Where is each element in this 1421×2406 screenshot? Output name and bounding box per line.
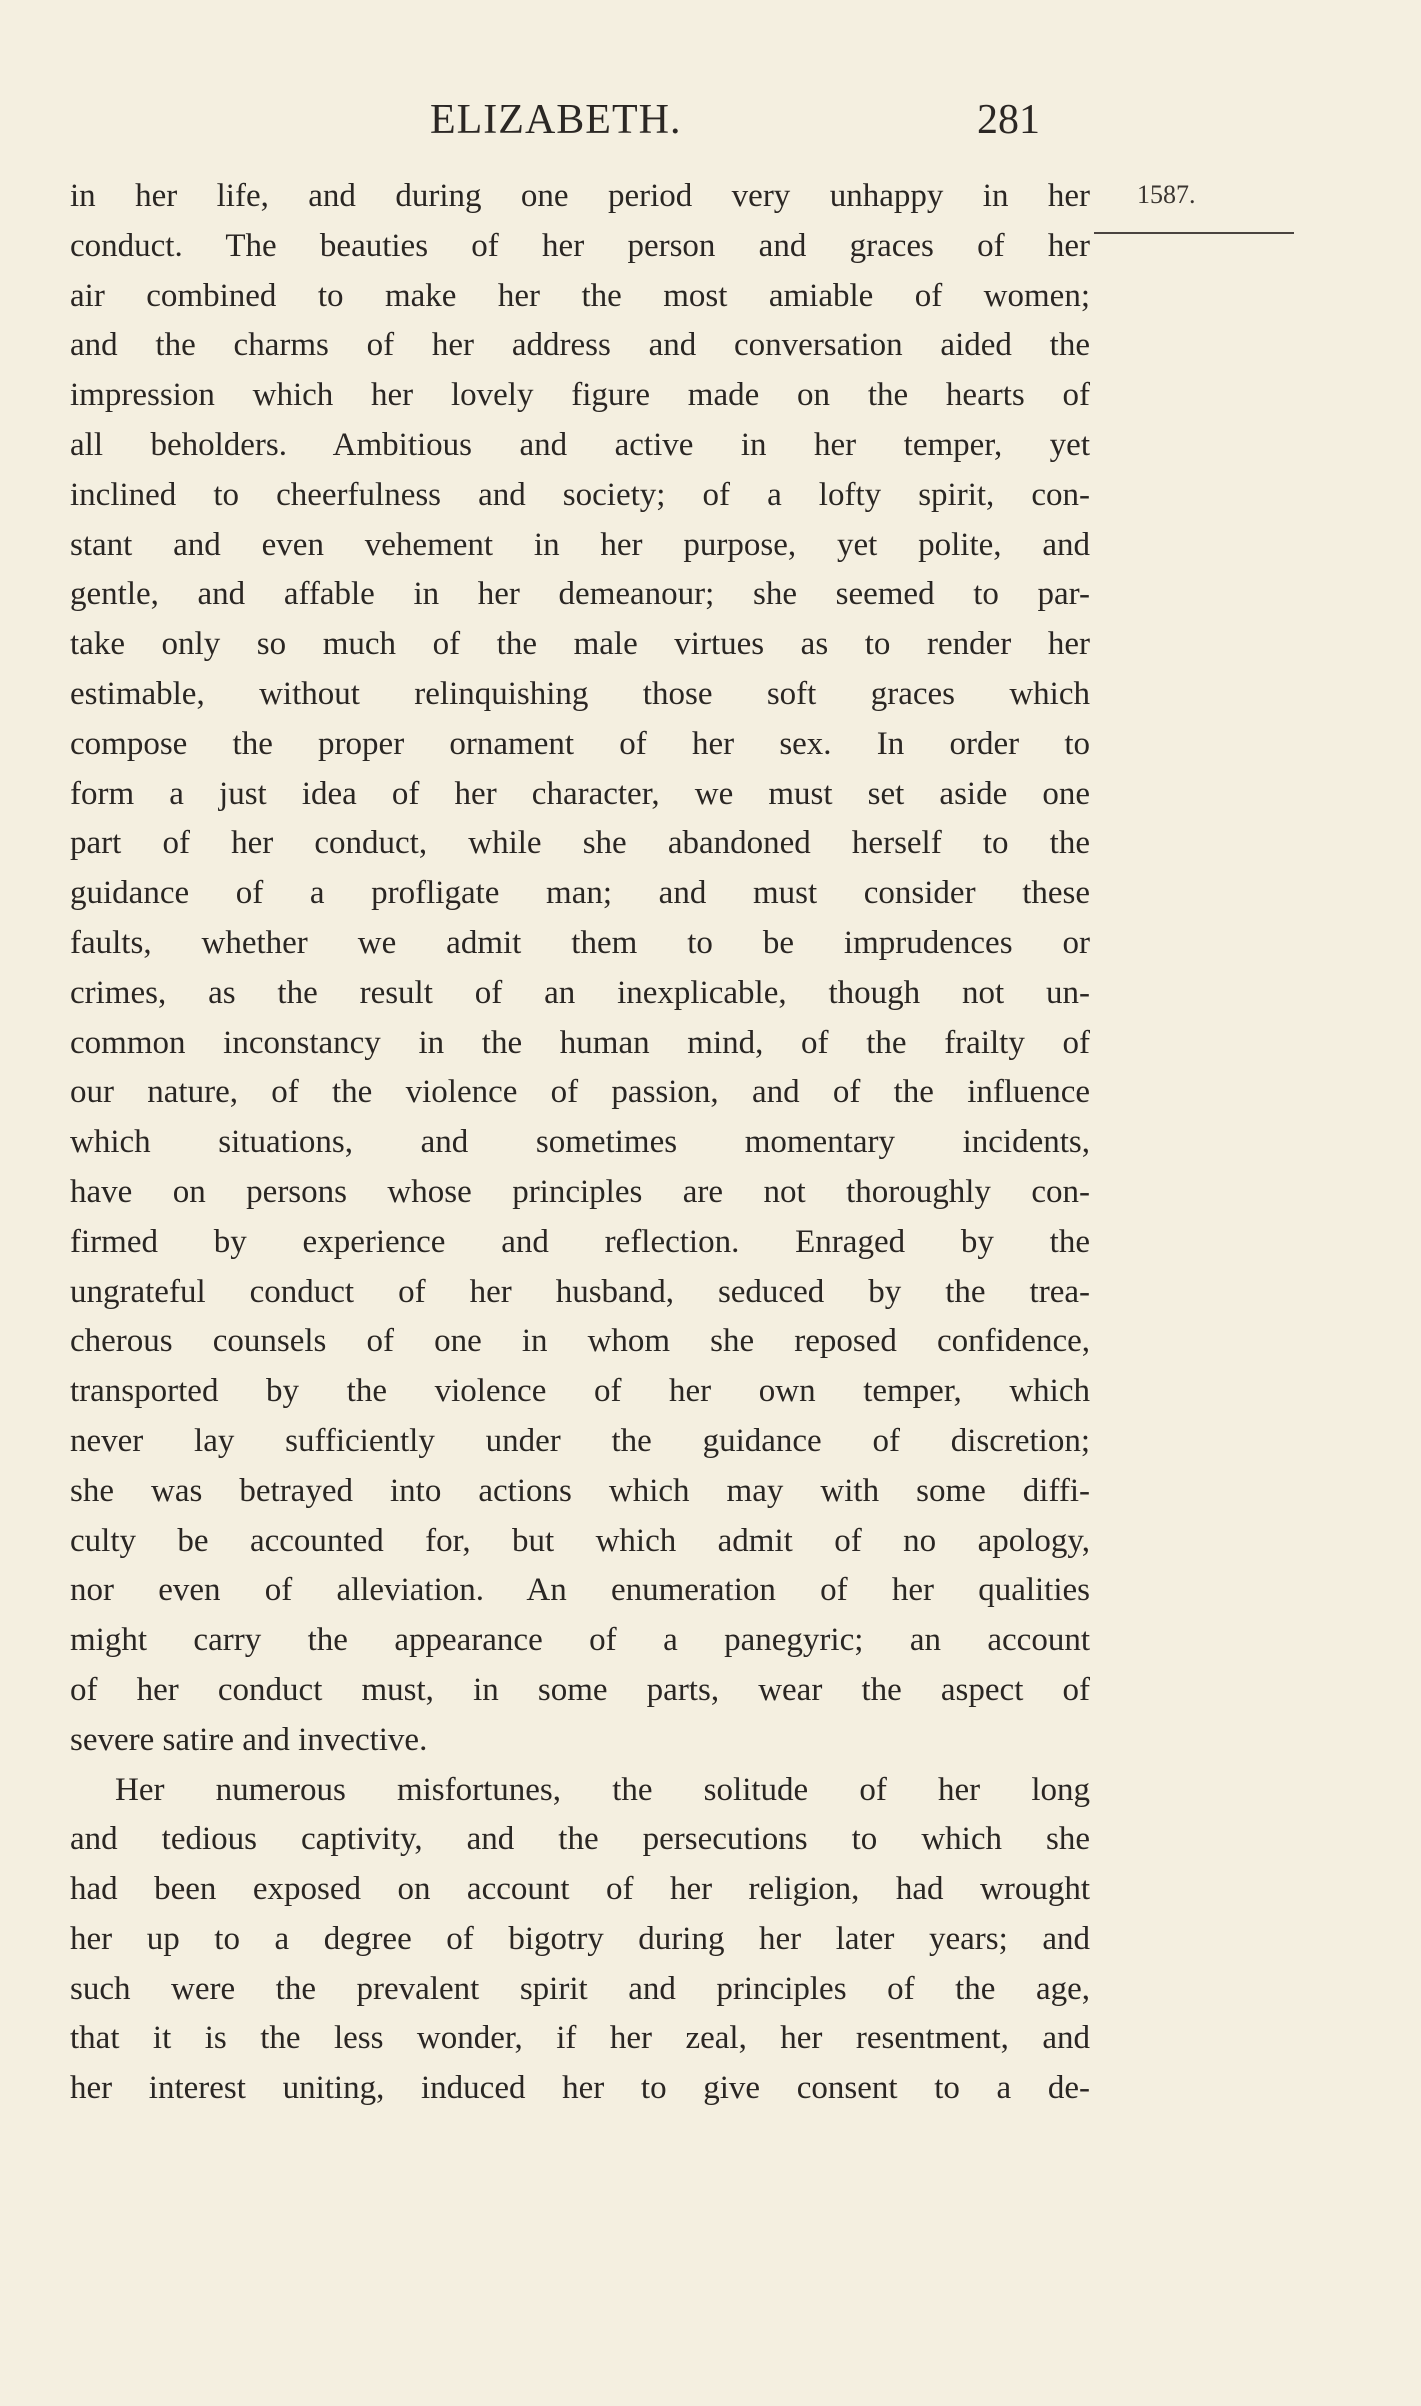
- running-title: ELIZABETH.: [430, 97, 682, 143]
- text-line: our nature, of the violence of passion, and of the influence: [70, 1074, 1090, 1111]
- text-line: air combined to make her the most amiable of women;: [70, 277, 1090, 314]
- text-line: she was betrayed into actions which may with some diffi-: [70, 1472, 1090, 1509]
- text-line: compose the proper ornament of her sex. In order to: [70, 725, 1090, 762]
- text-line: impression which her lovely figure made on the hearts of: [70, 377, 1090, 414]
- text-line: and the charms of her address and conversation aided the: [70, 327, 1090, 364]
- text-line: culty be accounted for, but which admit of no apology,: [70, 1522, 1090, 1559]
- text-line: nor even of alleviation. An enumeration of her qualities: [70, 1572, 1090, 1609]
- text-line: of her conduct must, in some parts, wear the aspect of: [70, 1671, 1090, 1708]
- text-line: stant and even vehement in her purpose, yet polite, and: [70, 526, 1090, 563]
- text-line: part of her conduct, while she abandoned herself to the: [70, 825, 1090, 862]
- text-line: had been exposed on account of her religion, had wrought: [70, 1871, 1090, 1908]
- text-line: conduct. The beauties of her person and graces of her: [70, 227, 1090, 264]
- text-line: and tedious captivity, and the persecutions to which she: [70, 1821, 1090, 1858]
- text-line: never lay sufficiently under the guidance of discretion;: [70, 1422, 1090, 1459]
- text-line: her up to a degree of bigotry during her later years; and: [70, 1920, 1090, 1957]
- body-text: [70, 172, 1090, 2114]
- page-number: 281: [977, 97, 1040, 143]
- text-line: crimes, as the result of an inexplicable, though not un-: [70, 974, 1090, 1011]
- text-line: severe satire and invective.: [70, 1721, 428, 1758]
- margin-year: 1587.: [1137, 180, 1196, 209]
- text-line: have on persons whose principles are not thoroughly con-: [70, 1173, 1090, 1210]
- text-line: that it is the less wonder, if her zeal, her resentment, and: [70, 2020, 1090, 2057]
- text-line: transported by the violence of her own temper, which: [70, 1373, 1090, 1410]
- text-line: Her numerous misfortunes, the solitude of her long: [115, 1771, 1090, 1808]
- text-line: estimable, without relinquishing those soft graces which: [70, 675, 1090, 712]
- text-line: cherous counsels of one in whom she reposed confidence,: [70, 1323, 1090, 1360]
- text-line: form a just idea of her character, we must set aside one: [70, 775, 1090, 812]
- text-line: which situations, and sometimes momentary incidents,: [70, 1124, 1090, 1161]
- text-line: all beholders. Ambitious and active in her temper, yet: [70, 426, 1090, 463]
- text-line: such were the prevalent spirit and principles of the age,: [70, 1970, 1090, 2007]
- text-line: gentle, and affable in her demeanour; she seemed to par-: [70, 576, 1090, 613]
- text-line: in her life, and during one period very unhappy in her: [70, 178, 1090, 214]
- text-line: inclined to cheerfulness and society; of a lofty spirit, con-: [70, 476, 1090, 513]
- text-line: ungrateful conduct of her husband, seduced by the trea-: [70, 1273, 1090, 1310]
- text-line: faults, whether we admit them to be imprudences or: [70, 924, 1090, 961]
- text-line: might carry the appearance of a panegyric; an account: [70, 1622, 1090, 1659]
- text-line: her interest uniting, induced her to give consent to a de-: [70, 2070, 1090, 2107]
- text-line: common inconstancy in the human mind, of the frailty of: [70, 1024, 1090, 1061]
- text-line: take only so much of the male virtues as to render her: [70, 626, 1090, 663]
- text-line: firmed by experience and reflection. Enraged by the: [70, 1223, 1090, 1260]
- text-line: guidance of a profligate man; and must consider these: [70, 875, 1090, 912]
- margin-rule: [1094, 232, 1294, 234]
